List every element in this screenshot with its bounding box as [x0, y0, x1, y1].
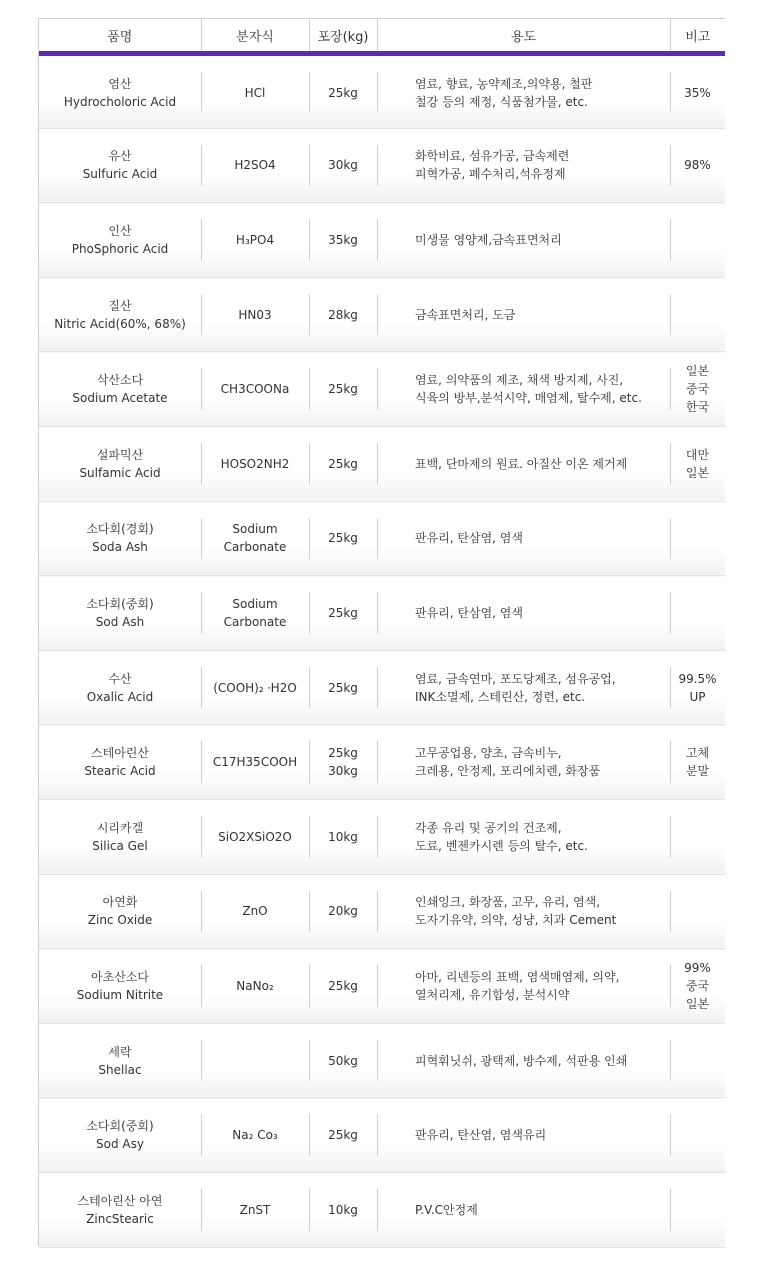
note-cell: [670, 1172, 725, 1247]
product-table: [39, 18, 725, 1248]
note-cell: [670, 874, 725, 949]
product-name-english: Sulfuric Acid: [82, 167, 158, 182]
product-name-korean: 유산: [108, 149, 132, 164]
product-table-container: [38, 18, 724, 1246]
product-name-cell: [39, 949, 201, 1024]
product-name-english: Stearic Acid: [84, 764, 156, 779]
packaging-line: 35kg: [328, 232, 358, 247]
table-row: [39, 874, 725, 949]
product-name-korean: 질산: [108, 298, 132, 313]
usage-line: 염료, 의약품의 제조, 채색 방지제, 사진,: [415, 373, 624, 388]
packaging-line: 25kg: [328, 746, 358, 761]
usage-cell: [377, 426, 670, 501]
note-cell: [670, 128, 725, 203]
product-name-english: Sod Asy: [96, 1137, 144, 1152]
usage-line: 피혁휘닛쉬, 광택제, 방수제, 석판용 인쇄: [415, 1053, 628, 1068]
packaging-line: 25kg: [328, 1128, 358, 1143]
product-name-korean: 소다회(중회): [86, 1119, 154, 1134]
usage-line: 화학비료, 섬유가공, 금속제련: [415, 149, 570, 164]
formula-cell: [201, 799, 309, 874]
note-cell: [670, 501, 725, 576]
header-usage: 용도: [377, 19, 670, 54]
packaging-cell: [309, 949, 377, 1024]
usage-line: 도료, 벤젠카시렌 등의 탈수, etc.: [415, 838, 588, 853]
product-name-korean: 소다회(경회): [86, 522, 154, 537]
table-row: [39, 650, 725, 725]
formula-cell: [201, 352, 309, 427]
usage-line: 열처리제, 유기합성, 분석시약: [415, 987, 570, 1002]
packaging-line: 25kg: [328, 978, 358, 993]
formula-line: C17H35COOH: [212, 755, 298, 770]
note-line: 중국: [685, 382, 710, 397]
product-name-cell: [39, 1023, 201, 1098]
product-name-korean: 시리카겔: [96, 820, 144, 835]
header-product-name: 품명: [39, 19, 201, 54]
note-cell: [670, 799, 725, 874]
product-name-cell: [39, 426, 201, 501]
usage-line: 금속표면처리, 도금: [415, 307, 516, 322]
packaging-line: 25kg: [328, 85, 358, 100]
formula-cell: [201, 54, 309, 129]
product-name-cell: [39, 501, 201, 576]
usage-cell: [377, 949, 670, 1024]
packaging-cell: [309, 576, 377, 651]
usage-line: 판유리, 탄산염, 염색유리: [415, 1128, 547, 1143]
product-name-english: PhoSphoric Acid: [71, 241, 169, 256]
formula-line: Sodium: [232, 522, 278, 537]
usage-cell: [377, 1098, 670, 1173]
note-cell: [670, 203, 725, 278]
note-cell: [670, 54, 725, 129]
note-line: 98%: [684, 158, 711, 173]
usage-cell: [377, 54, 670, 129]
product-name-korean: 설파믹산: [96, 447, 144, 462]
table-row: [39, 576, 725, 651]
packaging-cell: [309, 501, 377, 576]
usage-line: 염료, 금속연마, 포도당제조, 섬유공업,: [415, 671, 616, 686]
usage-line: 철강 등의 제정, 식품첨가물, etc.: [415, 94, 588, 109]
formula-line: Carbonate: [223, 614, 287, 629]
usage-line: 판유리, 탄삼염, 염색: [415, 531, 523, 546]
product-name-korean: 염산: [108, 76, 132, 91]
packaging-line: 25kg: [328, 531, 358, 546]
packaging-cell: [309, 1023, 377, 1098]
product-name-korean: 아초산소다: [91, 969, 149, 984]
table-row: [39, 725, 725, 800]
product-name-korean: 삭산소다: [96, 373, 144, 388]
packaging-cell: [309, 54, 377, 129]
product-name-korean: 스테아린산 아연: [77, 1193, 163, 1208]
formula-line: H2SO4: [234, 158, 276, 173]
formula-cell: [201, 501, 309, 576]
note-line: UP: [689, 689, 706, 704]
usage-line: 크레용, 안정제, 포리에치렌, 화장품: [415, 764, 601, 779]
note-cell: [670, 426, 725, 501]
formula-line: ZnST: [239, 1202, 271, 1217]
packaging-cell: [309, 128, 377, 203]
table-header-row: [39, 19, 725, 54]
note-line: 대만: [685, 447, 710, 462]
table-row: [39, 501, 725, 576]
note-line: 중국: [685, 978, 710, 993]
product-name-cell: [39, 650, 201, 725]
note-line: 일본: [685, 996, 710, 1011]
formula-cell: [201, 1098, 309, 1173]
formula-cell: [201, 725, 309, 800]
packaging-line: 28kg: [328, 307, 358, 322]
product-name-english: Hydrocholoric Acid: [63, 94, 177, 109]
packaging-line: 50kg: [328, 1053, 358, 1068]
formula-cell: [201, 277, 309, 352]
table-row: [39, 1023, 725, 1098]
table-row: [39, 1098, 725, 1173]
usage-line: 고무공업용, 양초, 금속비누,: [415, 746, 562, 761]
formula-line: HCl: [244, 85, 266, 100]
note-cell: [670, 1098, 725, 1173]
usage-line: 아마, 리넨등의 표백, 염색매염제, 의약,: [415, 969, 620, 984]
usage-cell: [377, 799, 670, 874]
packaging-line: 30kg: [328, 158, 358, 173]
usage-line: 판유리, 탄삼염, 염색: [415, 605, 523, 620]
note-line: 99%: [684, 960, 711, 975]
product-name-cell: [39, 128, 201, 203]
packaging-line: 25kg: [328, 605, 358, 620]
formula-cell: [201, 1023, 309, 1098]
packaging-line: 25kg: [328, 456, 358, 471]
formula-line: CH3COONa: [220, 382, 290, 397]
packaging-cell: [309, 1172, 377, 1247]
table-row: [39, 426, 725, 501]
note-line: 한국: [685, 400, 710, 415]
packaging-line: 25kg: [328, 680, 358, 695]
formula-line: H₃PO4: [235, 232, 275, 247]
header-packaging: 포장(kg): [309, 19, 377, 54]
product-name-korean: 아연화: [102, 895, 138, 910]
note-cell: [670, 576, 725, 651]
formula-line: Carbonate: [223, 540, 287, 555]
product-name-english: Sulfamic Acid: [79, 465, 161, 480]
usage-line: 피혁가공, 폐수처리,석유정제: [415, 167, 566, 182]
table-row: [39, 949, 725, 1024]
packaging-cell: [309, 203, 377, 278]
formula-line: Sodium: [232, 596, 278, 611]
note-line: 일본: [685, 364, 710, 379]
product-name-cell: [39, 576, 201, 651]
formula-line: HN03: [238, 307, 272, 322]
usage-cell: [377, 576, 670, 651]
formula-cell: [201, 203, 309, 278]
formula-cell: [201, 650, 309, 725]
note-line: 고체: [685, 746, 710, 761]
product-name-cell: [39, 277, 201, 352]
note-cell: [670, 949, 725, 1024]
packaging-cell: [309, 725, 377, 800]
usage-cell: [377, 501, 670, 576]
usage-cell: [377, 277, 670, 352]
product-name-english: Silica Gel: [92, 838, 148, 853]
product-name-english: ZincStearic: [86, 1211, 154, 1226]
product-name-korean: 인산: [108, 223, 132, 238]
product-name-english: Nitric Acid(60%, 68%): [54, 316, 186, 331]
formula-line: Na₂ Co₃: [232, 1128, 278, 1143]
formula-line: HOSO2NH2: [220, 456, 290, 471]
product-name-english: Oxalic Acid: [86, 689, 154, 704]
product-name-cell: [39, 203, 201, 278]
product-name-cell: [39, 1172, 201, 1247]
usage-cell: [377, 725, 670, 800]
product-name-cell: [39, 352, 201, 427]
usage-line: INK소멸제, 스테린산, 정련, etc.: [415, 689, 586, 704]
product-name-cell: [39, 725, 201, 800]
formula-cell: [201, 874, 309, 949]
formula-line: ZnO: [242, 904, 268, 919]
packaging-line: 30kg: [328, 764, 358, 779]
product-name-english: Zinc Oxide: [87, 913, 153, 928]
note-cell: [670, 277, 725, 352]
product-name-korean: 스테아린산: [91, 746, 149, 761]
usage-cell: [377, 128, 670, 203]
product-name-korean: 세락: [108, 1044, 132, 1059]
usage-line: 각종 유리 및 공기의 건조제,: [415, 820, 562, 835]
note-cell: [670, 725, 725, 800]
packaging-cell: [309, 874, 377, 949]
product-name-korean: 소다회(중회): [86, 596, 154, 611]
usage-cell: [377, 1172, 670, 1247]
note-line: 35%: [684, 85, 711, 100]
product-name-english: Soda Ash: [92, 540, 148, 555]
formula-cell: [201, 128, 309, 203]
packaging-line: 10kg: [328, 829, 358, 844]
packaging-cell: [309, 426, 377, 501]
formula-line: NaNo₂: [236, 978, 274, 993]
usage-line: 도자기유약, 의약, 성냥, 치과 Cement: [415, 913, 617, 928]
note-cell: [670, 1023, 725, 1098]
header-note: 비고: [670, 19, 725, 54]
product-name-english: Sodium Acetate: [72, 391, 168, 406]
usage-cell: [377, 650, 670, 725]
formula-cell: [201, 576, 309, 651]
table-row: [39, 277, 725, 352]
usage-line: 식육의 방부,분석시약, 매염제, 탈수제, etc.: [415, 391, 642, 406]
packaging-line: 20kg: [328, 904, 358, 919]
packaging-line: 25kg: [328, 382, 358, 397]
note-line: 분말: [685, 764, 710, 779]
usage-line: 염료, 향료, 농약제조,의약용, 철판: [415, 76, 593, 91]
product-name-cell: [39, 1098, 201, 1173]
product-name-korean: 수산: [108, 671, 132, 686]
packaging-line: 10kg: [328, 1202, 358, 1217]
table-row: [39, 799, 725, 874]
usage-cell: [377, 203, 670, 278]
note-line: 99.5%: [678, 671, 717, 686]
usage-line: 미생물 영양제,금속표면처리: [415, 232, 562, 247]
formula-cell: [201, 1172, 309, 1247]
usage-line: 표백, 단마제의 원료. 아질산 이온 제거제: [415, 456, 628, 471]
packaging-cell: [309, 650, 377, 725]
product-name-cell: [39, 54, 201, 129]
table-row: [39, 128, 725, 203]
note-cell: [670, 650, 725, 725]
table-row: [39, 1172, 725, 1247]
packaging-cell: [309, 799, 377, 874]
packaging-cell: [309, 352, 377, 427]
product-name-cell: [39, 874, 201, 949]
table-row: [39, 203, 725, 278]
product-name-english: Sod Ash: [95, 614, 145, 629]
product-name-english: Sodium Nitrite: [76, 987, 164, 1002]
note-cell: [670, 352, 725, 427]
note-line: 일본: [685, 465, 710, 480]
formula-line: SiO2XSiO2O: [218, 829, 292, 844]
formula-cell: [201, 949, 309, 1024]
usage-cell: [377, 1023, 670, 1098]
packaging-cell: [309, 277, 377, 352]
table-row: [39, 352, 725, 427]
product-name-cell: [39, 799, 201, 874]
product-name-english: Shellac: [98, 1062, 142, 1077]
packaging-cell: [309, 1098, 377, 1173]
usage-cell: [377, 874, 670, 949]
formula-cell: [201, 426, 309, 501]
usage-cell: [377, 352, 670, 427]
formula-line: (COOH)₂ ⸱H2O: [213, 680, 297, 695]
table-body: [39, 54, 725, 1248]
header-formula: 분자식: [201, 19, 309, 54]
usage-line: 인쇄잉크, 화장품, 고무, 유리, 염색,: [415, 895, 601, 910]
table-row: [39, 54, 725, 129]
usage-line: P.V.C안정제: [415, 1202, 478, 1217]
